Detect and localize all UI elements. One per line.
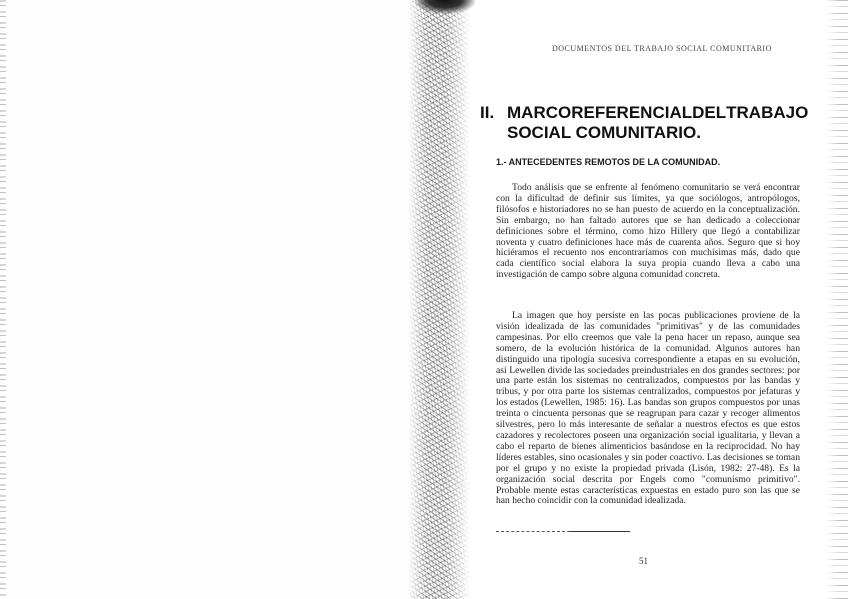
chapter-word: TRABAJO	[726, 103, 809, 122]
section-heading: 1.- ANTECEDENTES REMOTOS DE LA COMUNIDAD.	[496, 157, 721, 167]
footnote-rule-solid	[570, 531, 630, 532]
chapter-word: MARCO	[507, 103, 572, 122]
paragraph-1: Todo análisis que se enfrente al fenómeno comunitario se verá encontrar con la dificultad de definir sus límites, ya que sociólogos, antropólogos, filósofos e historiadores no se han puesto de acuerdo en la conceptualización. Sin embargo, no han faltado autores que se han dedicado a coleccionar definiciones sobre el término, como hizo Hillery que llegó a contabilizar noventa y cuatro definiciones hace más de cuarenta años. Seguro que si hoy hiciéramos el recuento nos encontraríamos con muchísimas más, dado que cada científico social elabora la suya propia cuando lleva a cabo una investigación de campo sobre alguna comunidad concreta.	[496, 182, 800, 281]
right-page-edge	[826, 0, 848, 599]
left-page-edge	[0, 0, 6, 599]
running-head: DOCUMENTOS DEL TRABAJO SOCIAL COMUNITARIO	[552, 44, 772, 53]
book-gutter	[408, 0, 470, 599]
chapter-title-line2: SOCIAL COMUNITARIO.	[507, 123, 701, 142]
chapter-word: DEL	[692, 103, 727, 122]
chapter-number: II.	[480, 103, 495, 122]
paragraph-2: La imagen que hoy persiste en las pocas publicaciones proviene de la visión idealizada de las comunidades "primitivas" y de las comunidades campesinas. Por ello creemos que vale la pena hacer un repaso, aunque sea somero, de la evolución histórica de la comunidad. Algunos autores han distinguido una tipología sucesiva correspondiente a etapas en su evolución, así Lewellen divide las sociedades preindustriales en dos grandes sectores: por una parte están los sistemas no centralizados, compuestos por las bandas y tribus, y por otra parte los sistemas centralizados, compuestos por jefaturas y los estados (Lewellen, 1985: 16). Las bandas son grupos compuestos por unas treinta o cincuenta personas que se reagrupan para cazar y recoger alimentos silvestres, pero lo más interesante de señalar a nuestros efectos es que estos cazadores y recolectores poseen una organización social igualitaria, y llevan a cabo el reparto de bienes alimenticios basándose en la reciprocidad. No hay líderes estables, sino ocasionales y sin poder coactivo. Las decisiones se toman por el grupo y no existe la propiedad privada (Lisón, 1982: 27-48). Es la organización social descrita por Engels como "comunismo primitivo". Probable mente estas características expuestas en estado puro son las que se han hecho coincidir con la comunidad idealizada.	[496, 310, 800, 507]
chapter-title-line1	[507, 103, 809, 123]
page-number: 51	[639, 556, 648, 566]
left-blank-page	[0, 0, 420, 599]
chapter-word: REFERENCIAL	[571, 103, 693, 122]
binding-shadow	[415, 0, 475, 14]
